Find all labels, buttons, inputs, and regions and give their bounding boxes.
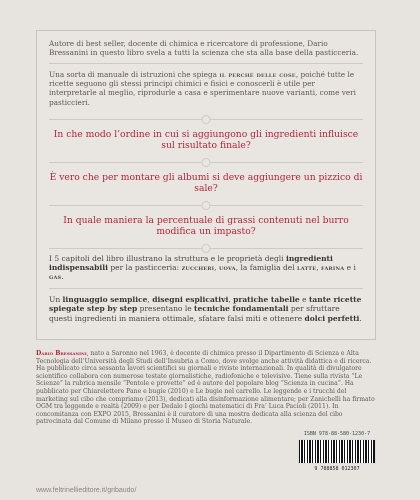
ingredient-1: zuccheri xyxy=(181,263,215,273)
publisher-url: www.feltrinellieditore.it/gribaudo/ xyxy=(36,487,137,494)
feature-5: tecniche fondamentali xyxy=(194,304,289,314)
sep: presentano le xyxy=(137,304,195,314)
chapters-paragraph xyxy=(49,254,363,282)
author-bio xyxy=(36,350,376,426)
feature-3: pratiche tabelle xyxy=(233,294,300,304)
barcode-digits: 9 788858 012307 xyxy=(314,466,360,472)
chapters-text-a: I 5 capitoli del libro illustrano la struttura e le proprietà degli xyxy=(49,253,286,263)
back-cover-text-box xyxy=(36,30,376,340)
intro-paragraph-2-caps: il perché delle cose xyxy=(219,70,296,80)
feature-4: tante ricette spiegate step by step xyxy=(49,294,362,314)
sep: , xyxy=(147,294,153,304)
sep: , xyxy=(214,263,219,273)
sep: e xyxy=(299,294,309,304)
barcode-image xyxy=(298,439,376,464)
barcode-block xyxy=(298,431,376,471)
ingredient-5: gas xyxy=(49,272,62,282)
ingredient-2: uova xyxy=(218,263,236,273)
divider-dot-icon xyxy=(202,244,211,253)
chapters-text-b: per la pasticceria: xyxy=(107,263,182,273)
author-name: Dario Bressanini xyxy=(36,350,87,357)
question-2: È vero che per montare gli albumi si deve aggiungere un pizzico di sale? xyxy=(49,171,363,195)
sep: per sfruttare questi ingredienti in maniera ottimale, sfatare falsi miti e ottenere xyxy=(49,304,340,323)
sep: e i xyxy=(344,263,356,273)
question-1: In che modo l’ordine in cui si aggiungono gli ingredienti influisce sul risultato finale? xyxy=(53,128,359,152)
features-text-a: Un xyxy=(49,294,63,304)
question-divider xyxy=(49,156,363,168)
intro-paragraph-2-a: Una sorta di manuale di istruzioni che spiega xyxy=(49,70,220,80)
divider xyxy=(49,63,363,64)
ingredient-4: farina xyxy=(321,263,345,273)
divider-dot-icon xyxy=(202,158,211,167)
sep: , xyxy=(228,294,234,304)
chapters-bold: ingredienti indispensabili xyxy=(49,253,333,273)
features-paragraph xyxy=(49,295,363,323)
question-divider xyxy=(49,113,363,125)
question-3: In quale maniera la percentuale di grassi contenuti nel burro modifica un impasto? xyxy=(63,214,349,238)
sep: . xyxy=(359,313,362,323)
intro-paragraph-2-b: , poiché tutte le ricette seguono gli stessi principi chimici e fisici e conoscerli è utile per interpretarle al meglio, riprodurle a casa e sperimentare nuove varianti, come veri pasticcieri. xyxy=(49,70,356,107)
isbn-text: ISBN 978-88-580-1230-7 xyxy=(303,431,371,437)
feature-6: dolci perfetti xyxy=(304,313,360,323)
feature-2: disegni esplicativi xyxy=(152,294,229,304)
intro-paragraph-2 xyxy=(49,70,363,106)
sep: . xyxy=(61,272,64,282)
ingredient-3: latte xyxy=(297,263,317,273)
sep: , la famiglia del xyxy=(235,263,298,273)
author-bio-text: , nato a Saronno nel 1963, è docente di chimica presso il Dipartimento di Scienza e Alta Tecnologia dell’Università degli Studi dell’Insubria a Como, dove svolge anche attività didattica e di ricerca. Ha pubblicato circa sessanta lavori scientifici su giornali e riviste internazionali. In qualità di divulgatore scientifico collabora con numerose testate giornalistiche, radiofoniche e televisive. Tiene sulla rivista “Le Scienze” la rubrica mensile “Pentole e provette” ed è autore del popolare blog “Scienza in cucina”. Ha pubblicato per Chiarelettere Pane e bugie (2010) e Le bugie nel carrello. Le leggende e i trucchi del marketing sul cibo che compriamo (2013), dedicati alla disinformazione alimentare; per Zanichelli ha firmato OGM tra leggende e realtà (2009) e per Dedalo I giochi matematici di Fra’ Luca Pacioli (2011). In concomitanza con EXPO 2015, Bressanini è il curatore di una mostra dedicata alla scienza del cibo patrocinata dal Comune di Milano presso il Museo di Storia Naturale. xyxy=(36,350,375,426)
divider-dot-icon xyxy=(202,201,211,210)
feature-1: linguaggio semplice xyxy=(62,294,148,304)
sep: , xyxy=(316,263,322,273)
intro-paragraph-1: Autore di best seller, docente di chimica e ricercatore di professione, Dario Bressanini in questo libro svela a tutti la scienza che sta alla base della pasticceria. xyxy=(49,39,359,58)
question-divider xyxy=(49,199,363,211)
question-divider xyxy=(49,242,363,254)
divider xyxy=(49,288,363,289)
divider-dot-icon xyxy=(202,115,211,124)
